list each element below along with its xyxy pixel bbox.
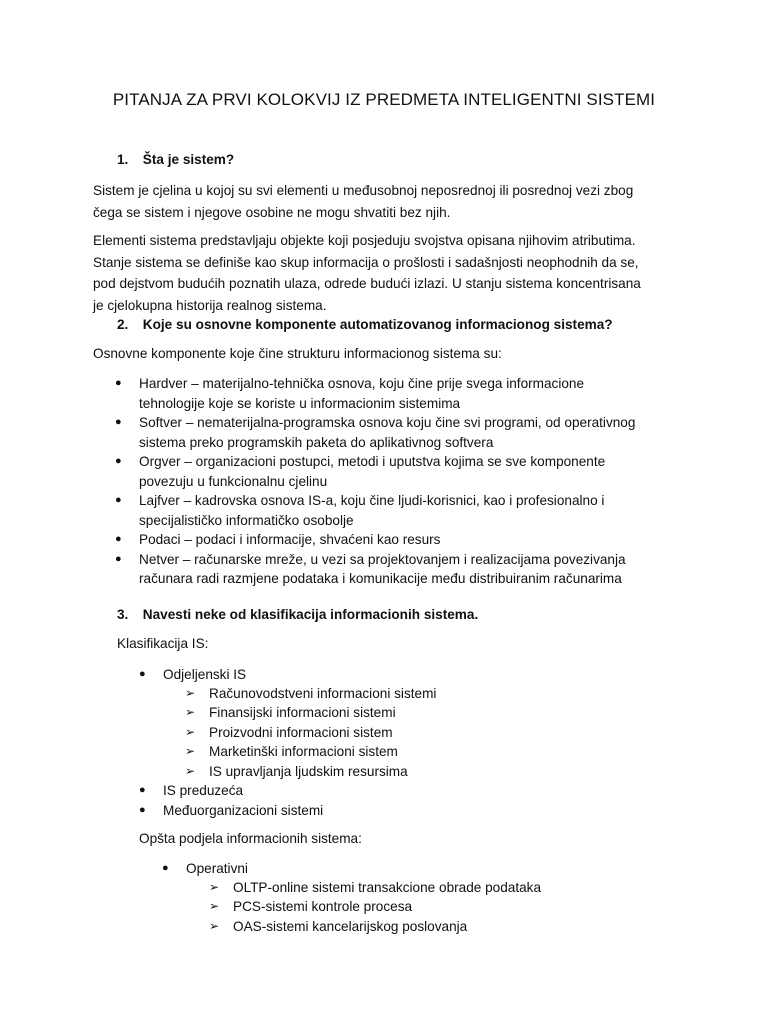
list-item-line: Odjeljenski IS — [163, 667, 247, 682]
question-1-heading — [117, 152, 234, 167]
sublist-item — [209, 897, 541, 916]
operativni-sublist — [209, 878, 542, 936]
sublist-item-text: Marketinški informacioni sistem — [209, 744, 398, 760]
bullet-icon: ● — [162, 862, 169, 874]
list-item-line: Međuorganizacioni sistemi — [163, 802, 324, 818]
list-item — [115, 530, 635, 550]
question-2-heading — [117, 317, 613, 332]
question-1-text: Šta je sistem? — [142, 152, 235, 167]
q2-intro: Osnovne komponente koje čine strukturu informacionog sistema su: — [93, 346, 502, 361]
sublist-item — [185, 684, 437, 703]
bullet-icon: ● — [115, 494, 122, 506]
bullet-icon: ● — [115, 416, 122, 428]
arrow-icon: ➢ — [185, 763, 196, 778]
list-item-line: Lajfver – kadrovska osnova IS-a, koju čine ljudi-korisnici, kao i profesionalno i — [139, 493, 605, 508]
klasifikacija-list-b — [139, 781, 324, 820]
klasifikacija-label: Klasifikacija IS: — [117, 636, 209, 651]
list-item-line: specijalističko informatičko osobolje — [139, 512, 354, 528]
list-item-line: Podaci – podaci i informacije, shvaćeni kao resurs — [139, 532, 441, 547]
arrow-icon: ➢ — [209, 899, 220, 914]
list-item-line: Hardver – materijalno-tehnička osnova, koju čine prije svega informacione — [139, 376, 585, 391]
list-item-line: Orgver – organizacioni postupci, metodi i uputstva kojima se sve komponente — [139, 454, 606, 469]
list-item-line: računara radi razmjene podataka i komunikacije među distribuiranim računarima — [139, 571, 622, 586]
list-item — [139, 801, 324, 821]
question-3-text: Navesti neke od klasifikacija informacionih sistema. — [142, 607, 479, 622]
bullet-icon: ● — [115, 455, 122, 467]
sublist-item — [185, 742, 436, 761]
list-item — [115, 491, 635, 530]
sublist-item — [209, 917, 541, 936]
document-title: PITANJA ZA PRVI KOLOKVIJ IZ PREDMETA INTELIGENTNI SISTEMI — [112, 90, 656, 109]
paragraph-line: pod dejstvom budućih poznatih ulaza, odrede budući izlazi. U stanju sistema koncentrisana — [93, 276, 641, 291]
klasifikacija-list-a — [139, 665, 247, 685]
bullet-icon: ● — [115, 377, 122, 389]
question-2-number: 2. — [117, 317, 129, 332]
sublist-item — [185, 723, 436, 742]
paragraph-line: je cjelokupna historija realnog sistema. — [93, 297, 327, 313]
odjeljenski-sublist — [185, 684, 437, 781]
list-item-line: tehnologije koje se koriste u informacionim sistemima — [139, 395, 461, 411]
sublist-item — [185, 703, 436, 722]
sublist-item-text: PCS-sistemi kontrole procesa — [233, 899, 413, 915]
bullet-icon: ● — [115, 533, 122, 545]
sublist-item-text: IS upravljanja ljudskim resursima — [209, 763, 408, 779]
opsta-podjela-label: Opšta podjela informacionih sistema: — [139, 831, 362, 846]
list-item-line: sistema preko programskih paketa do aplikativnog softvera — [139, 434, 494, 450]
list-item-line: Netver – računarske mreže, u vezi sa projektovanjem i realizacijama povezivanja — [139, 551, 626, 567]
arrow-icon: ➢ — [185, 705, 196, 720]
q1-paragraph-2 — [93, 230, 683, 316]
bullet-icon: ● — [115, 552, 122, 565]
question-2-text: Koje su osnovne komponente automatizovanog informacionog sistema? — [142, 317, 613, 332]
list-item — [139, 781, 323, 801]
sublist-item-text: Finansijski informacioni sistemi — [209, 705, 396, 721]
list-item — [115, 550, 635, 589]
list-item — [139, 665, 247, 685]
bullet-icon: ● — [139, 803, 146, 816]
bullet-icon: ● — [139, 668, 146, 680]
arrow-icon: ➢ — [185, 744, 196, 759]
question-1-number: 1. — [117, 152, 129, 167]
arrow-icon: ➢ — [209, 918, 220, 933]
list-item-line: Softver – nematerijalna-programska osnova koju čine svi programi, od operativnog — [139, 415, 636, 430]
bullet-icon: ● — [139, 784, 146, 796]
list-item — [162, 859, 248, 879]
paragraph-line: Sistem je cjelina u kojoj su svi elementi u međusobnoj neposrednoj ili posrednoj vezi zbog — [93, 183, 634, 198]
list-item-line: Operativni — [186, 861, 248, 876]
arrow-icon: ➢ — [185, 686, 196, 700]
sublist-item-text: Računovodstveni informacioni sistemi — [209, 686, 437, 701]
sublist-item — [185, 762, 436, 781]
list-item — [115, 374, 635, 413]
q1-paragraph-1 — [93, 180, 683, 223]
opsta-list — [162, 859, 248, 879]
sublist-item-text: OAS-sistemi kancelarijskog poslovanja — [233, 918, 468, 934]
question-3-number: 3. — [117, 607, 129, 622]
paragraph-line: Elementi sistema predstavljaju objekte koji posjeduju svojstva opisana njihovim atributima. — [93, 233, 636, 248]
question-3-heading — [117, 607, 478, 622]
arrow-icon: ➢ — [185, 724, 196, 739]
sublist-item-text: Proizvodni informacioni sistem — [209, 724, 393, 740]
list-item — [115, 452, 635, 491]
list-item-line: IS preduzeća — [163, 783, 244, 798]
sublist-item-text: OLTP-online sistemi transakcione obrade podataka — [233, 880, 542, 895]
paragraph-line: Stanje sistema se definiše kao skup informacija o prošlosti i sadašnjosti neophodnih da se, — [93, 254, 639, 270]
paragraph-line: čega se sistem i njegove osobine ne mogu shvatiti bez njih. — [93, 204, 451, 220]
list-item — [115, 413, 636, 452]
sublist-item — [209, 878, 542, 897]
list-item-line: povezuju u funkcionalnu cjelinu — [139, 473, 328, 489]
components-list — [115, 374, 636, 589]
arrow-icon: ➢ — [209, 880, 220, 894]
